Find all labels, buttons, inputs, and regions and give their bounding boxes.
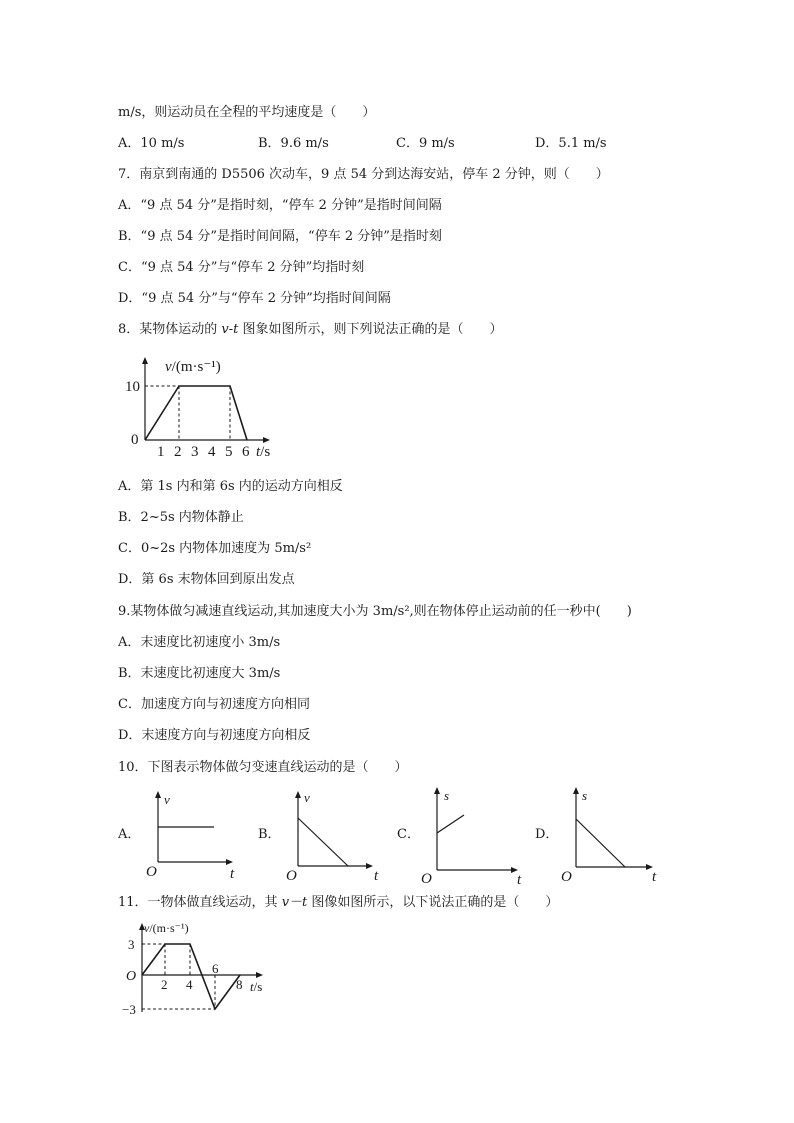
q9-stem: 9.某物体做匀减速直线运动,其加速度大小为 3m/s²,则在物体停止运动前的任一秒中( ) bbox=[118, 604, 632, 619]
q9-option-d[interactable]: D．末速度方向与初速度方向相反 bbox=[118, 728, 311, 743]
q9-option-b[interactable]: B．末速度比初速度大 3m/s bbox=[118, 666, 281, 681]
q11-xlabel: t/s bbox=[250, 979, 263, 994]
q10a-origin: O bbox=[146, 864, 157, 880]
q11-stem-pre: 11．一物体做直线运动，其 bbox=[118, 895, 282, 910]
q10d-xlabel: t bbox=[652, 869, 657, 885]
q10c-plot-line bbox=[437, 815, 464, 833]
q10a-x-arrow bbox=[226, 859, 233, 865]
q10b-origin: O bbox=[286, 868, 297, 884]
q9-option-a[interactable]: A．末速度比初速度小 3m/s bbox=[118, 635, 281, 650]
q8-ylabel: v/(m·s⁻¹) bbox=[165, 359, 221, 375]
q10-stem: 10．下图表示物体做匀变速直线运动的是（ ） bbox=[118, 760, 408, 775]
q10c-y-arrow bbox=[434, 787, 440, 794]
q10c-xlabel: t bbox=[517, 872, 522, 888]
q8-xtick-5: 5 bbox=[225, 444, 233, 460]
q8-stem-var: v-t bbox=[221, 322, 239, 337]
q6-stem: m/s，则运动员在全程的平均速度是（ ） bbox=[118, 105, 376, 120]
q7-option-b[interactable]: B．“9 点 54 分”是指时间间隔，“停车 2 分钟”是指时刻 bbox=[118, 229, 442, 244]
q11-stem bbox=[118, 894, 558, 912]
q10a-y-arrow bbox=[155, 791, 161, 798]
q10-option-d-letter[interactable]: D． bbox=[535, 827, 559, 842]
q6-option-a[interactable]: A．10 m/s bbox=[118, 136, 185, 151]
q8-stem-post: 图象如图所示，则下列说法正确的是（ ） bbox=[238, 322, 503, 337]
q10b-y-arrow bbox=[295, 791, 301, 798]
q8-xtick-3: 3 bbox=[191, 444, 199, 460]
q8-xtick-6: 6 bbox=[242, 444, 250, 460]
q10-graph-c[interactable] bbox=[417, 780, 527, 888]
q8-y-arrow bbox=[142, 357, 148, 364]
q8-option-c[interactable]: C．0~2s 内物体加速度为 5m/s² bbox=[118, 541, 312, 556]
q6-option-b[interactable]: B．9.6 m/s bbox=[258, 136, 329, 151]
q11-x-arrow bbox=[256, 972, 263, 978]
q11-xtick-6: 6 bbox=[212, 961, 219, 976]
q10-option-b-letter[interactable]: B． bbox=[258, 827, 281, 842]
q7-option-d[interactable]: D．“9 点 54 分”与“停车 2 分钟”均指时间间隔 bbox=[118, 291, 391, 306]
q11-ylabel: v/(m·s⁻¹) bbox=[144, 921, 189, 935]
q11-stem-var: v－t bbox=[281, 895, 308, 910]
q8-stem-pre: 8．某物体运动的 bbox=[118, 322, 222, 337]
q7-option-c[interactable]: C．“9 点 54 分”与“停车 2 分钟”均指时刻 bbox=[118, 260, 365, 275]
q8-option-a[interactable]: A．第 1s 内和第 6s 内的运动方向相反 bbox=[118, 479, 343, 494]
q11-ytick-neg3: −3 bbox=[122, 1002, 136, 1017]
q11-xtick-2: 2 bbox=[161, 977, 168, 992]
q8-option-d[interactable]: D．第 6s 末物体回到原出发点 bbox=[118, 572, 295, 587]
q10d-origin: O bbox=[561, 869, 572, 885]
q8-xtick-4: 4 bbox=[208, 444, 216, 460]
q8-origin: 0 bbox=[131, 432, 139, 448]
q10a-ylabel: v bbox=[164, 792, 170, 807]
q8-x-arrow bbox=[263, 437, 270, 443]
q10b-x-arrow bbox=[366, 863, 373, 869]
q10d-plot-line bbox=[576, 819, 625, 867]
q10-graph-a[interactable] bbox=[138, 786, 248, 886]
q11-vt-graph bbox=[122, 917, 272, 1017]
q10-graph-b[interactable] bbox=[278, 786, 388, 886]
q10b-plot-line bbox=[298, 818, 348, 866]
q8-xtick-2: 2 bbox=[174, 444, 182, 460]
q10b-xlabel: t bbox=[374, 868, 379, 884]
q10a-xlabel: t bbox=[230, 866, 235, 882]
q8-velocity-line bbox=[145, 386, 247, 440]
q6-option-d[interactable]: D．5.1 m/s bbox=[535, 136, 607, 151]
q10-option-a-letter[interactable]: A． bbox=[118, 827, 141, 842]
q7-option-a[interactable]: A．“9 点 54 分”是指时刻，“停车 2 分钟”是指时间间隔 bbox=[118, 198, 442, 213]
q8-ytick-10: 10 bbox=[125, 379, 140, 395]
q8-xtick-1: 1 bbox=[157, 444, 165, 460]
q11-ytick-3: 3 bbox=[128, 937, 135, 952]
q10c-origin: O bbox=[421, 871, 432, 887]
q11-xtick-4: 4 bbox=[186, 977, 193, 992]
q10c-ylabel: s bbox=[444, 788, 450, 803]
q8-option-b[interactable]: B．2~5s 内物体静止 bbox=[118, 510, 244, 525]
q6-option-c[interactable]: C．9 m/s bbox=[396, 136, 455, 151]
q10b-ylabel: v bbox=[304, 790, 310, 805]
q9-option-c[interactable]: C．加速度方向与初速度方向相同 bbox=[118, 697, 310, 712]
q11-origin: O bbox=[126, 969, 137, 984]
q10-option-c-letter[interactable]: C． bbox=[397, 827, 420, 842]
q10d-y-arrow bbox=[573, 787, 579, 794]
q8-stem bbox=[118, 321, 503, 339]
q10d-ylabel: s bbox=[582, 788, 588, 803]
q11-stem-post: 图像如图所示，以下说法正确的是（ ） bbox=[307, 895, 559, 910]
q8-xlabel: t/s bbox=[256, 444, 271, 460]
q7-stem: 7．南京到南通的 D5506 次动车，9 点 54 分到达海安站，停车 2 分钟，则（ ） bbox=[118, 167, 609, 182]
q8-vt-graph bbox=[125, 355, 285, 465]
q10-graph-d[interactable] bbox=[556, 780, 666, 885]
q11-xtick-8: 8 bbox=[236, 977, 243, 992]
